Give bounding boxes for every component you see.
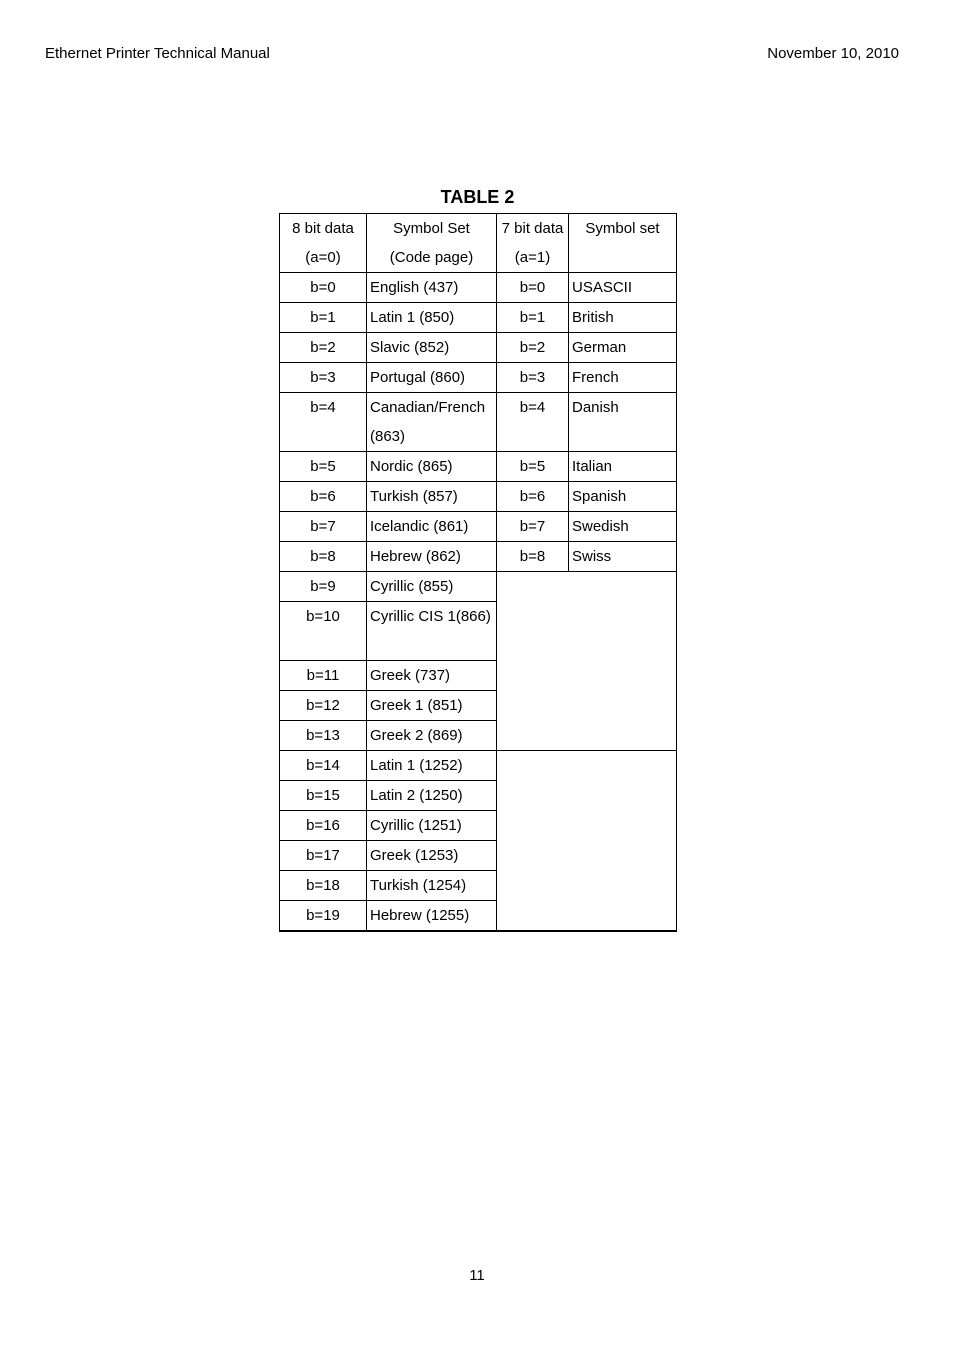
cell-7bit-symbol-set: British bbox=[569, 303, 677, 333]
cell-8bit-symbol-set: Slavic (852) bbox=[367, 333, 497, 363]
cell-8bit-symbol-set: Latin 2 (1250) bbox=[367, 781, 497, 811]
cell-8bit-value: b=19 bbox=[280, 901, 367, 932]
page-number: 11 bbox=[469, 1267, 485, 1284]
cell-8bit-value: b=12 bbox=[280, 691, 367, 721]
cell-8bit-symbol-set: Turkish (857) bbox=[367, 482, 497, 512]
cell-8bit-value: b=5 bbox=[280, 452, 367, 482]
cell-7bit-value: b=2 bbox=[497, 333, 569, 363]
cell-8bit-value: b=13 bbox=[280, 721, 367, 751]
cell-8bit-symbol-set: Cyrillic (855) bbox=[367, 572, 497, 602]
column-header-symbol-set: Symbol set bbox=[569, 214, 677, 273]
cell-7bit-value: b=3 bbox=[497, 363, 569, 393]
cell-7bit-value: b=7 bbox=[497, 512, 569, 542]
cell-7bit-value: b=0 bbox=[497, 273, 569, 303]
empty-merged-cell bbox=[497, 572, 677, 751]
table-header-row bbox=[280, 214, 677, 273]
running-header-title: Ethernet Printer Technical Manual bbox=[45, 45, 270, 62]
cell-7bit-value: b=8 bbox=[497, 542, 569, 572]
table-title: TABLE 2 bbox=[440, 187, 515, 207]
cell-8bit-symbol-set: Icelandic (861) bbox=[367, 512, 497, 542]
table-row bbox=[280, 273, 677, 303]
cell-8bit-value: b=2 bbox=[280, 333, 367, 363]
column-header-8bit: 8 bit data (a=0) bbox=[280, 214, 367, 273]
cell-8bit-symbol-set: Greek 1 (851) bbox=[367, 691, 497, 721]
cell-8bit-value: b=1 bbox=[280, 303, 367, 333]
cell-8bit-value: b=16 bbox=[280, 811, 367, 841]
cell-8bit-symbol-set: Greek (737) bbox=[367, 661, 497, 691]
cell-8bit-symbol-set: Greek 2 (869) bbox=[367, 721, 497, 751]
cell-8bit-symbol-set: Turkish (1254) bbox=[367, 871, 497, 901]
table-row bbox=[280, 542, 677, 572]
cell-8bit-symbol-set: Cyrillic (1251) bbox=[367, 811, 497, 841]
cell-8bit-value: b=17 bbox=[280, 841, 367, 871]
cell-7bit-symbol-set: Italian bbox=[569, 452, 677, 482]
cell-8bit-symbol-set: Nordic (865) bbox=[367, 452, 497, 482]
cell-7bit-symbol-set: German bbox=[569, 333, 677, 363]
cell-7bit-value: b=4 bbox=[497, 393, 569, 452]
cell-8bit-value: b=11 bbox=[280, 661, 367, 691]
table-row bbox=[280, 363, 677, 393]
cell-7bit-value: b=5 bbox=[497, 452, 569, 482]
cell-8bit-value: b=8 bbox=[280, 542, 367, 572]
symbol-set-table bbox=[279, 213, 677, 932]
table-row bbox=[280, 303, 677, 333]
cell-8bit-symbol-set: Latin 1 (850) bbox=[367, 303, 497, 333]
cell-8bit-value: b=9 bbox=[280, 572, 367, 602]
cell-8bit-value: b=0 bbox=[280, 273, 367, 303]
cell-7bit-symbol-set: Swedish bbox=[569, 512, 677, 542]
cell-7bit-value: b=1 bbox=[497, 303, 569, 333]
cell-8bit-symbol-set: English (437) bbox=[367, 273, 497, 303]
table-row bbox=[280, 482, 677, 512]
cell-8bit-symbol-set: Portugal (860) bbox=[367, 363, 497, 393]
table-row bbox=[280, 393, 677, 452]
cell-8bit-symbol-set: Greek (1253) bbox=[367, 841, 497, 871]
running-header-date: November 10, 2010 bbox=[767, 45, 899, 62]
cell-8bit-value: b=6 bbox=[280, 482, 367, 512]
cell-7bit-symbol-set: Danish bbox=[569, 393, 677, 452]
cell-8bit-symbol-set: Hebrew (1255) bbox=[367, 901, 497, 932]
cell-7bit-symbol-set: USASCII bbox=[569, 273, 677, 303]
table-row bbox=[280, 333, 677, 363]
column-header-symbol-set-code-page: Symbol Set (Code page) bbox=[367, 214, 497, 273]
cell-8bit-symbol-set: Cyrillic CIS 1(866) bbox=[367, 602, 497, 661]
empty-merged-cell bbox=[497, 751, 677, 932]
cell-8bit-symbol-set: Canadian/French (863) bbox=[367, 393, 497, 452]
cell-8bit-value: b=7 bbox=[280, 512, 367, 542]
table-row bbox=[280, 751, 677, 781]
cell-8bit-value: b=10 bbox=[280, 602, 367, 661]
cell-7bit-value: b=6 bbox=[497, 482, 569, 512]
cell-7bit-symbol-set: French bbox=[569, 363, 677, 393]
cell-8bit-value: b=4 bbox=[280, 393, 367, 452]
table-row bbox=[280, 512, 677, 542]
cell-8bit-symbol-set: Latin 1 (1252) bbox=[367, 751, 497, 781]
cell-8bit-value: b=15 bbox=[280, 781, 367, 811]
column-header-7bit: 7 bit data (a=1) bbox=[497, 214, 569, 273]
cell-8bit-symbol-set: Hebrew (862) bbox=[367, 542, 497, 572]
cell-8bit-value: b=3 bbox=[280, 363, 367, 393]
cell-8bit-value: b=18 bbox=[280, 871, 367, 901]
cell-8bit-value: b=14 bbox=[280, 751, 367, 781]
cell-7bit-symbol-set: Swiss bbox=[569, 542, 677, 572]
table-row bbox=[280, 572, 677, 602]
table-row bbox=[280, 452, 677, 482]
cell-7bit-symbol-set: Spanish bbox=[569, 482, 677, 512]
